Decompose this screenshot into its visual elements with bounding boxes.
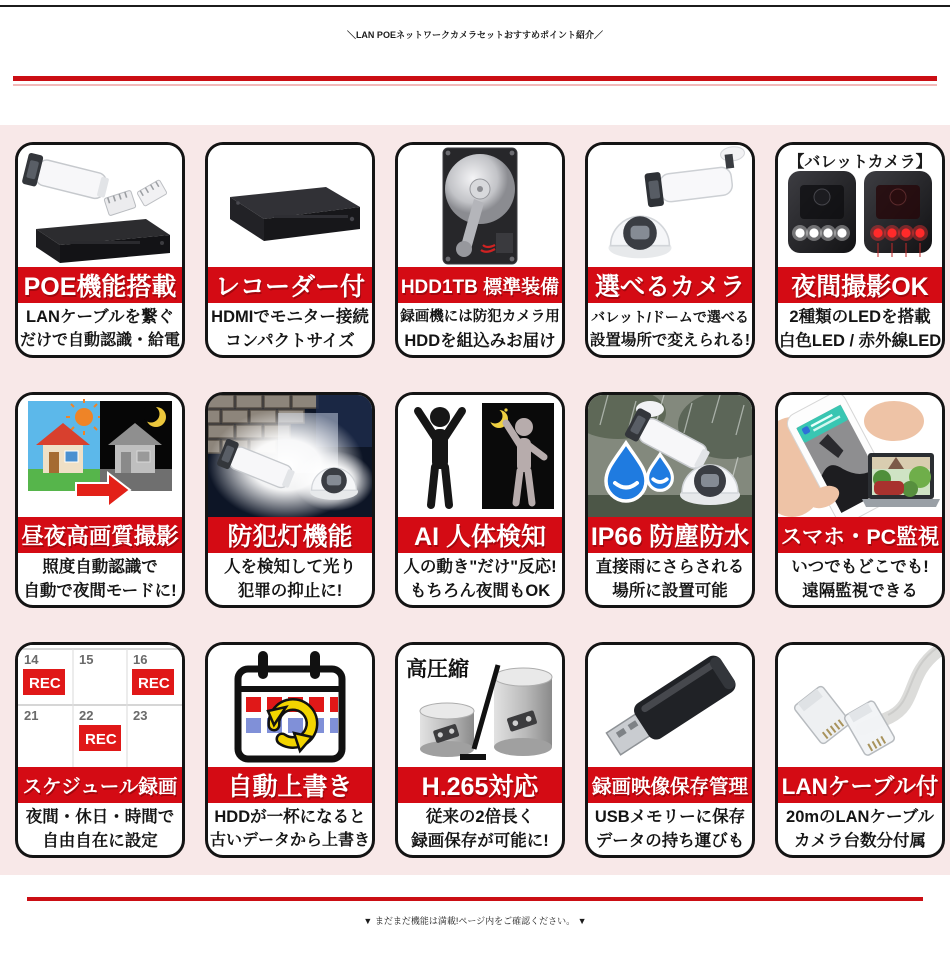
card-description-line: 従来の2倍長く [425,808,535,826]
card-description-line: カメラ台数分付属 [794,832,926,850]
card-description [18,303,182,355]
card-description [588,803,752,855]
recorder-box-icon [208,145,372,267]
card-description [18,553,182,605]
card-title-band [398,767,562,803]
card-image-daynight [18,395,182,517]
dome-camera-icon [609,216,672,258]
human-detect-icon [398,395,562,517]
feature-card-ip66 [585,392,755,608]
card-description-line: 自由自在に設定 [42,832,158,850]
rj45-connector-icon [843,700,895,757]
svg-text:21: 21 [24,708,39,723]
card-description-line: 照度自動認識で [42,558,158,576]
card-description-line: 録画保存が可能に! [411,832,549,850]
card-title-band [588,267,752,303]
card-description [778,803,942,855]
svg-text:REC: REC [85,731,117,748]
bullet-camera-icon [21,152,110,203]
card-image-overwrite [208,645,372,767]
card-description-line: 人を検知して光り [224,558,356,576]
footer-divider [27,897,923,901]
card-title: レコーダー付 [214,273,365,301]
card-description [398,303,562,355]
card-title-band [208,517,372,553]
svg-text:23: 23 [133,708,148,723]
card-title: スマホ・PC監視 [780,524,940,549]
card-title-band [208,267,372,303]
feature-grid [15,142,945,858]
waterproof-camera-icon [588,395,752,517]
rec-badge [79,725,121,751]
card-title-band [588,767,752,803]
title-underline [13,76,937,88]
lan-cable-icon [778,645,942,767]
card-description-line: 設置場所で変えられる! [589,332,751,349]
card-description-line: いつでもどこでも! [791,558,929,576]
card-title: IP66 防塵防水 [590,523,750,551]
card-title: 自動上書き [227,773,353,801]
card-description-line: データの持ち運びも [595,832,745,850]
card-image-seclight [208,395,372,517]
feature-card-hdd [395,142,565,358]
day-scene-icon [28,399,102,491]
card-image-lan [778,645,942,767]
card-description [208,553,372,605]
card-description-line: 遠隔監視できる [802,582,918,600]
svg-text:14: 14 [24,652,39,667]
bullet-dome-camera-icon [588,145,752,267]
feature-card-lan [775,642,945,858]
card-image-recorder [208,145,372,267]
card-image-choose [588,145,752,267]
card-description-line: コンパクトサイズ [225,332,355,350]
schedule-calendar-icon [18,645,182,767]
card-title-band [18,767,182,803]
card-description-line: 自動で夜間モードに! [23,582,177,600]
card-title-band [778,517,942,553]
card-description-line: USBメモリーに保存 [594,808,746,826]
rj45-connector-icon [104,190,136,216]
hard-disk-icon [398,145,562,267]
high-compression-label: 高圧縮 [406,658,469,681]
svg-text:REC: REC [29,675,61,692]
feature-card-choose [585,142,755,358]
card-title-band [778,267,942,303]
bullet-camera-label: 【バレットカメラ】 [788,154,932,171]
card-title-band [208,767,372,803]
card-description-line: HDMIでモニター接続 [211,308,369,326]
card-title: LANケーブル付 [781,774,939,799]
card-description-line: 録画機には防犯カメラ用 [400,309,560,325]
card-title: POE機能搭載 [23,273,177,301]
feature-card-night [775,142,945,358]
card-description [208,803,372,855]
card-title-band [398,517,562,553]
feature-card-daynight [15,392,185,608]
card-title-band [18,517,182,553]
card-description [778,303,942,355]
card-image-poe [18,145,182,267]
laptop-icon [862,453,940,507]
card-image-night [778,145,942,267]
svg-text:16: 16 [133,652,148,667]
card-description [398,553,562,605]
card-title: 昼夜高画質撮影 [21,524,179,549]
card-description [398,803,562,855]
card-description-line: HDDが一杯になると [214,808,366,826]
card-description-line: バレット/ドームで選べる [591,309,749,325]
feature-card-seclight [205,392,375,608]
page-title: ＼LAN POEネットワークカメラセットおすすめポイント紹介／ [346,30,604,41]
overwrite-calendar-icon [208,645,372,767]
card-image-remote [778,395,942,517]
card-image-ip66 [588,395,752,517]
top-divider [0,5,950,7]
card-description [18,803,182,855]
small-cylinder-icon [420,703,474,757]
feature-grid-background [0,125,950,875]
card-description-line: 20mのLANケーブル [786,808,934,826]
feature-card-schedule [15,642,185,858]
card-title: 夜間撮影OK [791,273,929,301]
svg-text:22: 22 [79,708,94,723]
card-title-band [588,517,752,553]
usb-memory-icon [588,645,752,767]
card-title: スケジュール録画 [22,776,178,798]
card-image-h265 [398,645,562,767]
card-title: 選べるカメラ [594,273,745,301]
card-description [208,303,372,355]
security-light-camera-icon [208,395,372,517]
feature-card-ai [395,392,565,608]
card-description-line: LANケーブルを繋ぐ [26,308,174,326]
card-title: AI 人体検知 [414,523,546,551]
card-title: 防犯灯機能 [227,523,353,551]
card-description [588,553,752,605]
card-image-ai [398,395,562,517]
rj45-connector-icon [793,685,851,745]
card-title: 録画映像保存管理 [591,776,748,798]
card-description-line: 2種類のLEDを搭載 [789,308,931,326]
card-image-schedule [18,645,182,767]
smartphone-pc-monitor-icon [778,395,942,517]
card-description-line: HDDを組込みお届け [404,332,556,350]
card-description-line: 古いデータから上書き [209,832,370,849]
card-title: H.265対応 [421,773,539,801]
feature-card-h265 [395,642,565,858]
card-description-line: 人の動き"だけ"反応! [403,558,557,576]
person-day-icon [418,407,462,505]
feature-card-remote [775,392,945,608]
footer-text: ▼ まだまだ機能は満載!ページ内をご確認ください。 ▼ [363,916,587,926]
card-title-band [18,267,182,303]
feature-card-poe [15,142,185,358]
card-image-usb [588,645,752,767]
rec-badge [132,669,174,695]
feature-card-overwrite [205,642,375,858]
day-night-house-icon [18,395,182,517]
svg-text:15: 15 [79,652,94,667]
card-description [778,553,942,605]
feature-card-recorder [205,142,375,358]
card-description-line: もちろん夜間もOK [409,582,551,600]
card-title: HDD1TB 標準装備 [400,276,560,298]
card-image-hdd [398,145,562,267]
card-description-line: 白色LED / 赤外線LED [778,332,942,350]
rec-badge [23,669,65,695]
card-description [588,303,752,355]
recorder-icon [36,219,170,263]
rj45-connector-icon [137,180,168,207]
large-cylinder-icon [494,668,552,756]
card-title-band [778,767,942,803]
card-description-line: 直接雨にさらされる [595,558,745,576]
card-description-line: だけで自動認識・給電 [19,332,180,349]
poe-camera-recorder-icon [18,145,182,267]
card-description-line: 夜間・休日・時間で [25,808,175,826]
card-description-line: 場所に設置可能 [612,582,728,600]
card-description-line: 犯罪の抑止に! [237,582,343,600]
feature-card-usb [585,642,755,858]
card-title-band [398,267,562,303]
svg-text:REC: REC [138,675,170,692]
